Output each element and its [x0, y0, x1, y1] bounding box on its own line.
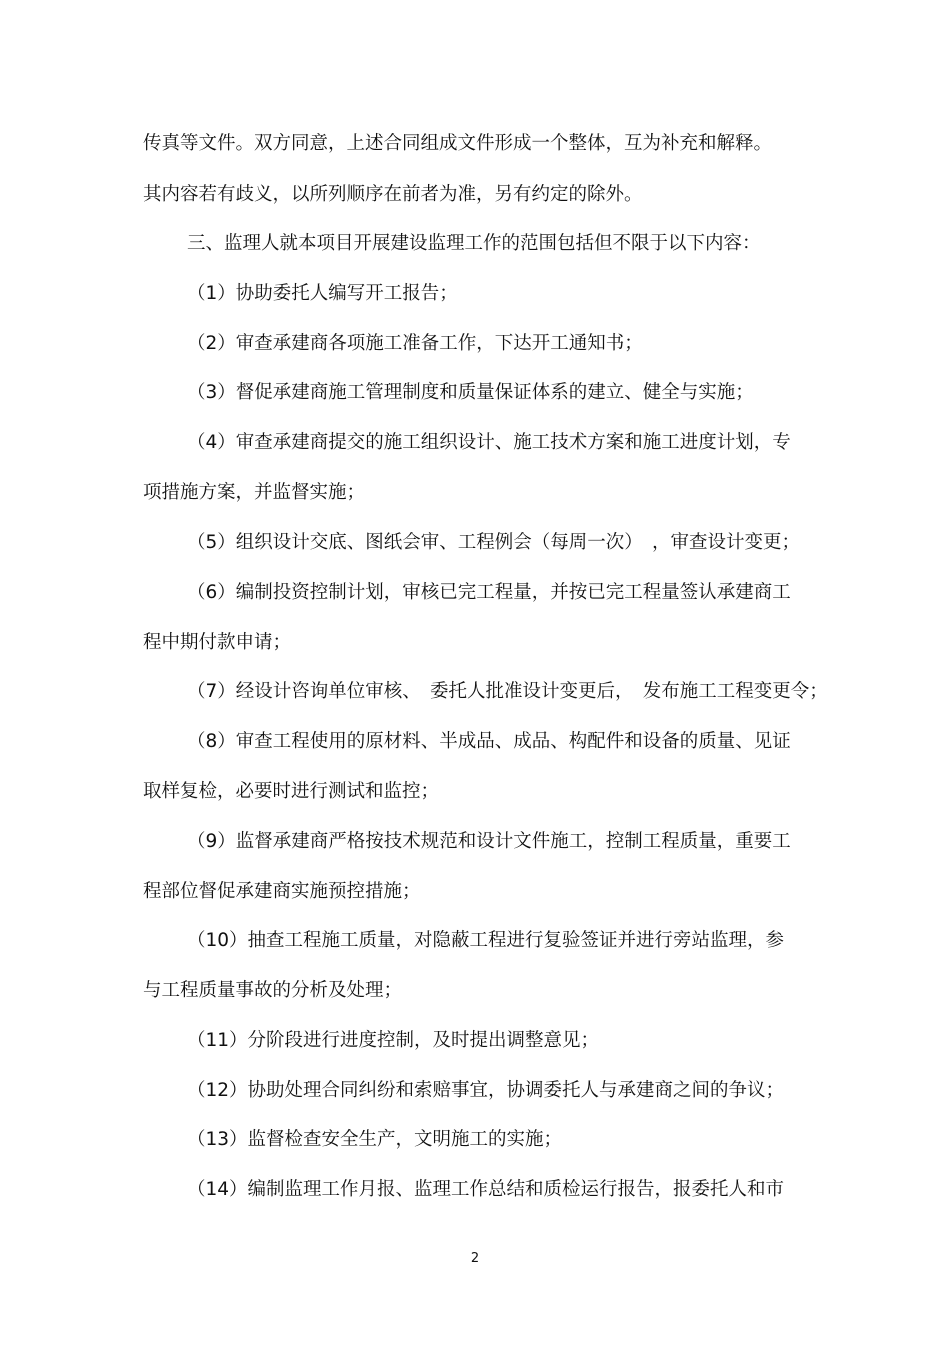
list-item: （9）监督承建商严格按技术规范和设计文件施工，控制工程质量，重要工 — [187, 831, 791, 852]
list-item: （3）督促承建商施工管理制度和质量保证体系的建立、健全与实施； — [187, 382, 754, 403]
list-item: （12）协助处理合同纠纷和索赔事宜，协调委托人与承建商之间的争议； — [187, 1080, 785, 1101]
list-item: （8）审查工程使用的原材料、半成品、成品、构配件和设备的质量、见证 — [187, 731, 791, 752]
list-item: （10）抽查工程施工质量，对隐蔽工程进行复验签证并进行旁站监理，参 — [187, 930, 785, 951]
list-item: （14）编制监理工作月报、监理工作总结和质检运行报告，报委托人和市 — [187, 1179, 785, 1200]
list-item: （13）监督检查安全生产，文明施工的实施； — [187, 1129, 563, 1150]
list-item: （6）编制投资控制计划，审核已完工程量，并按已完工程量签认承建商工 — [187, 582, 791, 603]
list-item: （7）经设计咨询单位审核、 委托人批准设计变更后， 发布施工工程变更令； — [187, 681, 828, 702]
paragraph-line: 其内容若有歧义，以所列顺序在前者为准，另有约定的除外。 — [143, 184, 643, 205]
list-item-continuation: 与工程质量事故的分析及处理； — [143, 980, 403, 1001]
section-heading: 三、监理人就本项目开展建设监理工作的范围包括但不限于以下内容： — [187, 233, 761, 254]
list-item: （1）协助委托人编写开工报告； — [187, 283, 458, 304]
page-number: 2 — [470, 1251, 480, 1266]
list-item: （11）分阶段进行进度控制，及时提出调整意见； — [187, 1030, 600, 1051]
list-item-continuation: 取样复检，必要时进行测试和监控； — [143, 781, 440, 802]
list-item: （4）审查承建商提交的施工组织设计、施工技术方案和施工进度计划，专 — [187, 432, 791, 453]
list-item-continuation: 程部位督促承建商实施预控措施； — [143, 881, 421, 902]
list-item: （2）审查承建商各项施工准备工作，下达开工通知书； — [187, 333, 643, 354]
list-item-continuation: 程中期付款申请； — [143, 632, 292, 653]
list-item-continuation: 项措施方案，并监督实施； — [143, 482, 366, 503]
paragraph-line: 传真等文件。双方同意，上述合同组成文件形成一个整体，互为补充和解释。 — [143, 133, 773, 154]
list-item: （5）组织设计交底、图纸会审、工程例会（每周一次） ，审查设计变更； — [187, 532, 801, 553]
